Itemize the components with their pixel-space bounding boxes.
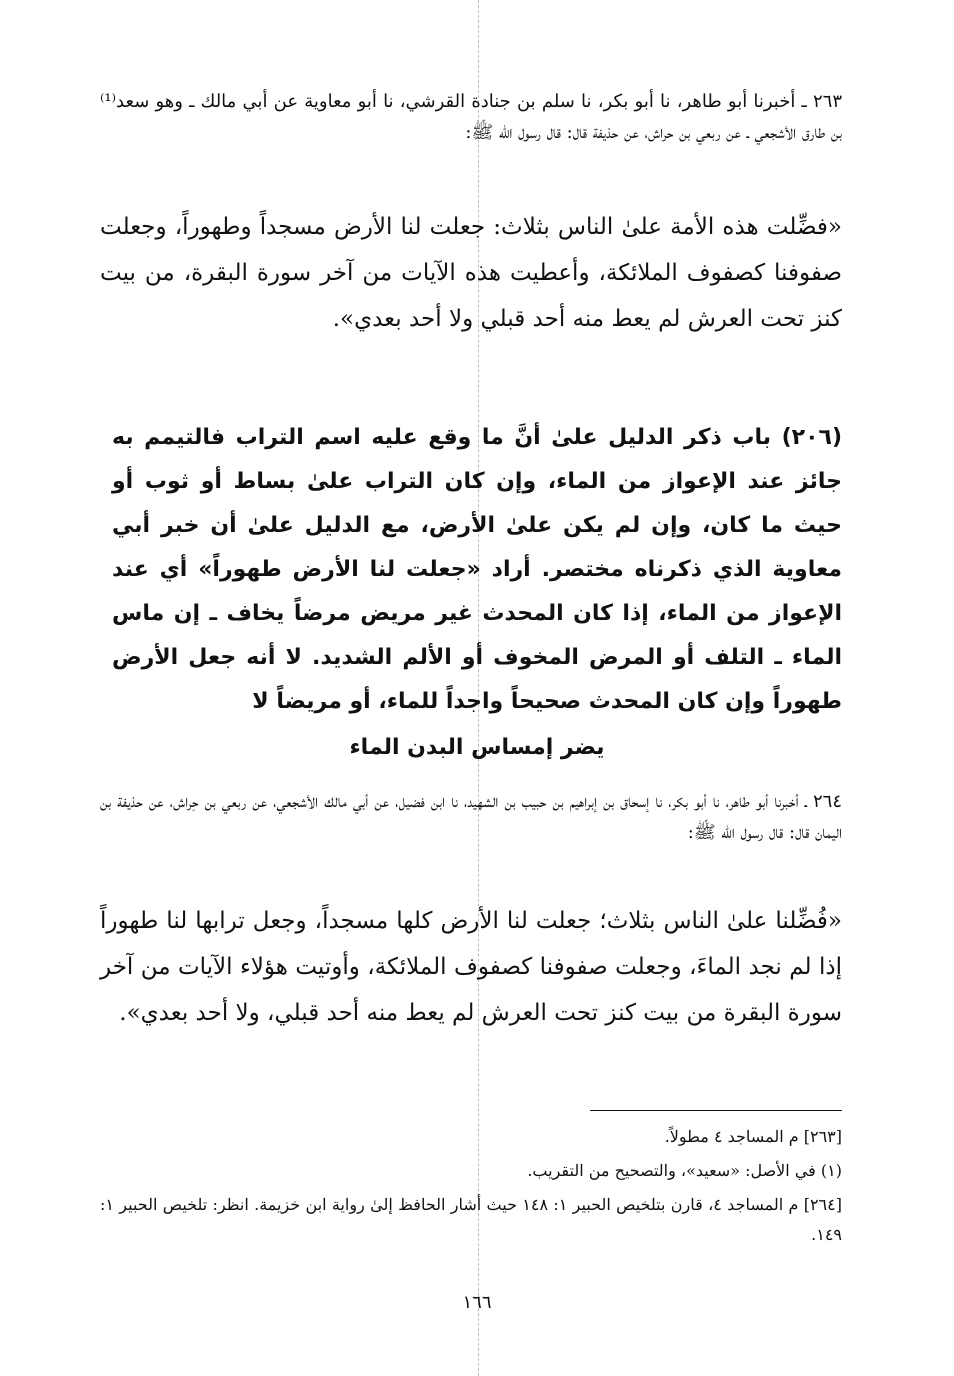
hadith-264-matn: «فُضِّلنا علىٰ الناس بثلاث؛ جعلت لنا الأرض كلها مسجداً، وجعل ترابها لنا طهوراً إذا لم نجد الماءَ، وجعلت صفوفنا كصفوف الملائكة، وأوتيت هؤلاء الآيات من آخر سورة البقرة من بيت كنز تحت العرش لم يعط منه أحد قبلي، ولا أحد بعدي». <box>100 908 842 1026</box>
footnote-divider <box>590 1110 842 1111</box>
hadith-264-isnad: ٢٦٤ ـ أخبرنا أبو طاهر، نا أبو بكر، نا إسحاق بن إبراهيم بن حبيب بن الشهيد، نا ابن فضيل، عن أبي مالك الأشجعي، عن ربعي بن حِراش، عن حذيفة بن اليمان قال: قال رسول الله ﷺ: <box>100 791 842 843</box>
page-number: ١٦٦ <box>462 1292 492 1313</box>
footnote-1: (١) في الأصل: «سعيد»، والتصحيح من التقريب. <box>527 1161 842 1180</box>
chapter-206-heading: (٢٠٦) باب ذكر الدليل علىٰ أنَّ ما وقع عليه اسم التراب فالتيمم به جائز عند الإعواز من الماء، وإن كان التراب علىٰ بساط أو ثوب أو حيث ما كان، وإن لم يكن علىٰ الأرض، مع الدليل علىٰ أن خبر أبي معاوية الذي ذكرناه مختصر. أراد «جعلت لنا الأرض طهوراً» أي عند الإعواز من الماء، إذا كان المحدث غير مريض مرضاً يخاف ـ إن ماس الماء ـ التلف أو المرض المخوف أو الألم الشديد. لا أنه جعل الأرض طهوراً وإن كان المحدث صحيحاً واجداً للماء، أو مريضاً لا <box>112 425 842 714</box>
footnote-263: [٢٦٣] م المساجد ٤ مطولاً. <box>664 1127 842 1146</box>
hadith-263-matn: «فضِّلت هذه الأمة علىٰ الناس بثلاث: جعلت لنا الأرض مسجداً وطهوراً، وجعلت صفوفنا كصفوف الملائكة، وأعطيت هذه الآيات من آخر سورة البقرة، من بيت كنز تحت العرش لم يعط منه أحد قبلي ولا أحد بعدي». <box>100 214 842 332</box>
hadith-263-isnad: ٢٦٣ ـ أخبرنا أبو طاهر، نا أبو بكر، نا سلم بن جنادة القرشي، نا أبو معاوية عن أبي مالك ـ وهو سعد⁽¹⁾ بن طارق الأشجعي ـ عن ربعي بن حراش، عن حذيفة قال: قال رسول الله ﷺ: <box>100 91 842 143</box>
chapter-206-heading-end: يضر إمساس البدن الماء <box>349 735 605 760</box>
footnote-264: [٢٦٤] م المساجد ٤، قارن بتلخيص الحبير ١: ١٤٨ حيث أشار الحافظ إلىٰ رواية ابن خزيمة. انظر: تلخيص الحبير ١: ١٤٩. <box>100 1195 842 1244</box>
